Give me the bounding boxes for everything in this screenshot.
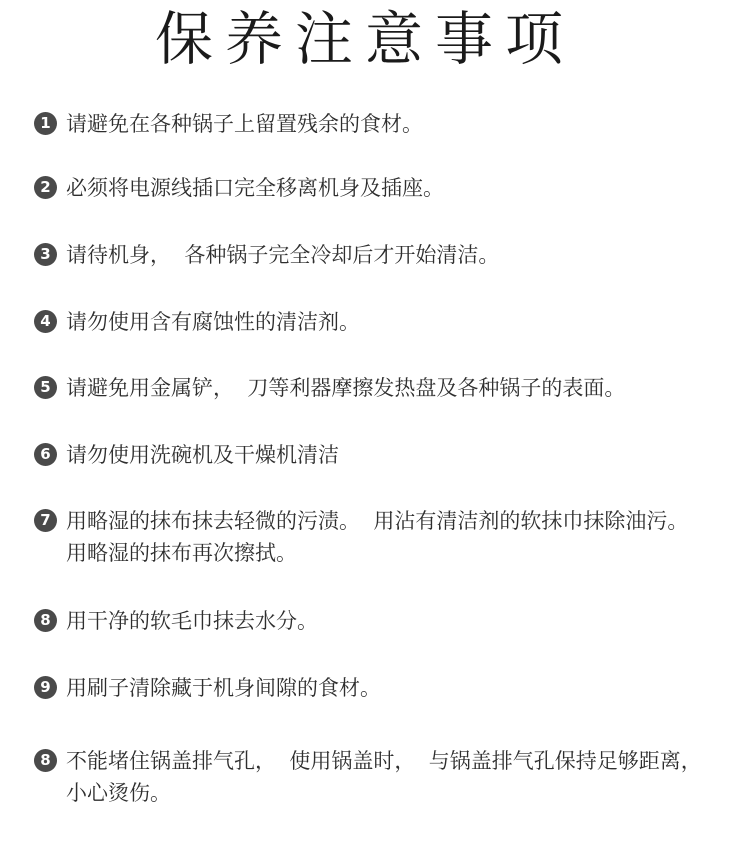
item-text: 请勿使用洗碗机及干燥机清洁 bbox=[66, 443, 339, 467]
item-text: 用干净的软毛巾抹去水分。 bbox=[66, 609, 318, 633]
list-item bbox=[34, 605, 710, 637]
page-title: 保养注意事项 bbox=[154, 5, 575, 73]
item-text: 用略湿的抹布抹去轻微的污渍。 用沾有清洁剂的软抹巾抹除油污。 用略湿的抹布再次擦拭。 bbox=[66, 509, 702, 565]
list-item bbox=[34, 172, 710, 204]
number-badge: 9 bbox=[34, 676, 57, 699]
number-badge: 3 bbox=[34, 243, 57, 266]
item-text: 请待机身， 各种锅子完全冷却后才开始清洁。 bbox=[66, 243, 500, 267]
number-badge: 8 bbox=[34, 749, 57, 772]
list-item bbox=[34, 372, 710, 404]
list-item bbox=[34, 108, 710, 140]
item-text: 不能堵住锅盖排气孔， 使用锅盖时， 与锅盖排气孔保持足够距离， 小心烫伤。 bbox=[66, 749, 716, 805]
list-item bbox=[34, 745, 716, 809]
item-text: 请避免用金属铲， 刀等利器摩擦发热盘及各种锅子的表面。 bbox=[66, 376, 626, 400]
number-badge: 4 bbox=[34, 310, 57, 333]
number-badge: 1 bbox=[34, 112, 57, 135]
number-badge: 2 bbox=[34, 176, 57, 199]
number-badge: 7 bbox=[34, 509, 57, 532]
number-badge: 6 bbox=[34, 443, 57, 466]
list-item bbox=[34, 505, 710, 569]
item-text: 必须将电源线插口完全移离机身及插座。 bbox=[66, 176, 444, 200]
item-text: 请勿使用含有腐蚀性的清洁剂。 bbox=[66, 310, 360, 334]
item-text: 用刷子清除藏于机身间隙的食材。 bbox=[66, 676, 381, 700]
number-badge: 8 bbox=[34, 609, 57, 632]
list-item bbox=[34, 306, 710, 338]
item-text: 请避免在各种锅子上留置残余的食材。 bbox=[66, 112, 423, 136]
list-item bbox=[34, 439, 710, 471]
list-item bbox=[34, 672, 710, 704]
number-badge: 5 bbox=[34, 376, 57, 399]
list-item bbox=[34, 239, 710, 271]
